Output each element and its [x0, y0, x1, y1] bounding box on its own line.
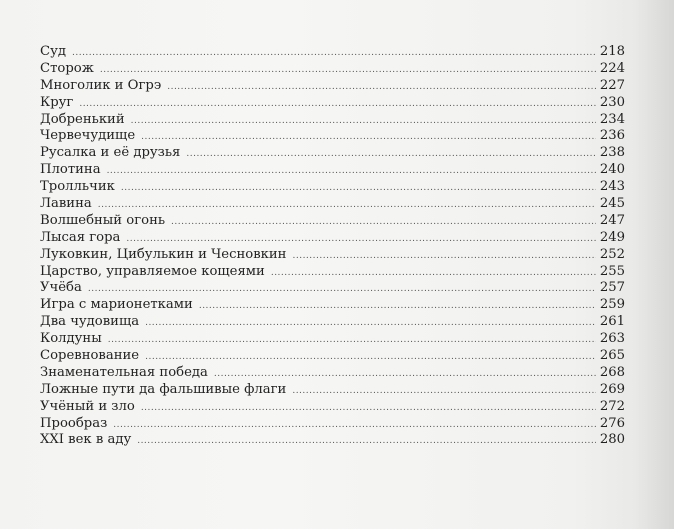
toc-entry: [40, 247, 625, 264]
dot-leader: [186, 146, 596, 163]
toc-entry-title: Ложные пути да фальшивые флаги: [40, 381, 287, 397]
toc-entry: [40, 213, 625, 230]
toc-entry: [40, 162, 625, 179]
toc-entry-title: Соревнование: [40, 348, 140, 364]
dot-leader: [79, 96, 596, 113]
page-edge-shadow: [634, 0, 674, 529]
toc-entry-title: Игра с марионетками: [40, 297, 193, 313]
dot-leader: [113, 417, 596, 434]
toc-entry-title: Плотина: [40, 162, 101, 178]
toc-entry-title: Колдуны: [40, 331, 102, 347]
toc-entry-title: Учёба: [40, 280, 82, 296]
toc-entry-title: XXI век в аду: [40, 432, 132, 448]
toc-entry: [40, 382, 625, 399]
toc-entry-title: Сторож: [40, 60, 94, 76]
dot-leader: [167, 79, 596, 96]
dot-leader: [271, 265, 596, 282]
toc-entry: [40, 44, 625, 61]
toc-entry-page-number: 261: [599, 314, 625, 330]
toc-entry-page-number: 252: [599, 246, 625, 262]
dot-leader: [145, 349, 596, 366]
dot-leader: [98, 197, 596, 214]
toc-entry-page-number: 245: [599, 196, 625, 212]
toc-entry-page-number: 238: [599, 145, 625, 161]
dot-leader: [141, 129, 596, 146]
dot-leader: [199, 298, 596, 315]
toc-entry: [40, 179, 625, 196]
toc-entry: [40, 145, 625, 162]
toc-entry: [40, 416, 625, 433]
toc-entry-page-number: 227: [599, 77, 625, 93]
toc-entry: [40, 432, 625, 449]
toc-entry-page-number: 280: [599, 432, 625, 448]
toc-entry-title: Многолик и Огрэ: [40, 77, 162, 93]
toc-entry-page-number: 265: [599, 348, 625, 364]
toc-entry: [40, 365, 625, 382]
toc-entry: [40, 297, 625, 314]
dot-leader: [171, 214, 596, 231]
toc-entry: [40, 348, 625, 365]
toc-entry-title: Два чудовища: [40, 314, 140, 330]
dot-leader: [145, 315, 596, 332]
table-of-contents: [40, 44, 625, 449]
toc-entry-page-number: 224: [599, 60, 625, 76]
toc-entry: [40, 230, 625, 247]
toc-entry-title: Русалка и её друзья: [40, 145, 181, 161]
toc-entry: [40, 95, 625, 112]
toc-entry-page-number: 243: [599, 179, 625, 195]
dot-leader: [131, 113, 596, 130]
toc-entry: [40, 112, 625, 129]
toc-entry-page-number: 259: [599, 297, 625, 313]
dot-leader: [126, 231, 596, 248]
toc-entry-title: Лавина: [40, 196, 92, 212]
toc-entry-page-number: 247: [599, 212, 625, 228]
toc-entry-page-number: 268: [599, 364, 625, 380]
toc-entry-title: Червечудище: [40, 128, 136, 144]
toc-entry-title: Круг: [40, 94, 74, 110]
toc-entry-title: Царство, управляемое кощеями: [40, 263, 265, 279]
toc-entry-page-number: 272: [599, 398, 625, 414]
dot-leader: [214, 366, 596, 383]
toc-entry: [40, 280, 625, 297]
toc-entry-title: Луковкин, Цибулькин и Чесновкин: [40, 246, 287, 262]
toc-entry-title: Волшебный огонь: [40, 212, 166, 228]
dot-leader: [108, 332, 596, 349]
dot-leader: [88, 281, 596, 298]
toc-entry-page-number: 249: [599, 229, 625, 245]
dot-leader: [72, 45, 596, 62]
dot-leader: [107, 163, 596, 180]
toc-entry: [40, 128, 625, 145]
toc-entry: [40, 314, 625, 331]
toc-entry-page-number: 276: [599, 415, 625, 431]
toc-entry: [40, 399, 625, 416]
toc-entry-page-number: 255: [599, 263, 625, 279]
toc-entry: [40, 264, 625, 281]
toc-entry-title: Учёный и зло: [40, 398, 135, 414]
toc-entry-page-number: 230: [599, 94, 625, 110]
toc-entry: [40, 78, 625, 95]
toc-entry-title: Тролльчик: [40, 179, 115, 195]
toc-entry-page-number: 263: [599, 331, 625, 347]
toc-entry-page-number: 257: [599, 280, 625, 296]
toc-entry-title: Лысая гора: [40, 229, 121, 245]
toc-entry-page-number: 234: [599, 111, 625, 127]
toc-entry-page-number: 240: [599, 162, 625, 178]
dot-leader: [292, 383, 596, 400]
toc-entry-page-number: 218: [599, 44, 625, 59]
dot-leader: [121, 180, 596, 197]
dot-leader: [100, 62, 596, 79]
toc-entry: [40, 331, 625, 348]
toc-entry-page-number: 269: [599, 381, 625, 397]
toc-entry-title: Добренький: [40, 111, 125, 127]
toc-entry-title: Знаменательная победа: [40, 364, 208, 380]
dot-leader: [137, 433, 596, 450]
toc-entry-title: Прообраз: [40, 415, 108, 431]
toc-entry: [40, 61, 625, 78]
dot-leader: [292, 248, 596, 265]
dot-leader: [141, 400, 596, 417]
toc-entry-title: Суд: [40, 44, 66, 59]
toc-entry-page-number: 236: [599, 128, 625, 144]
toc-entry: [40, 196, 625, 213]
